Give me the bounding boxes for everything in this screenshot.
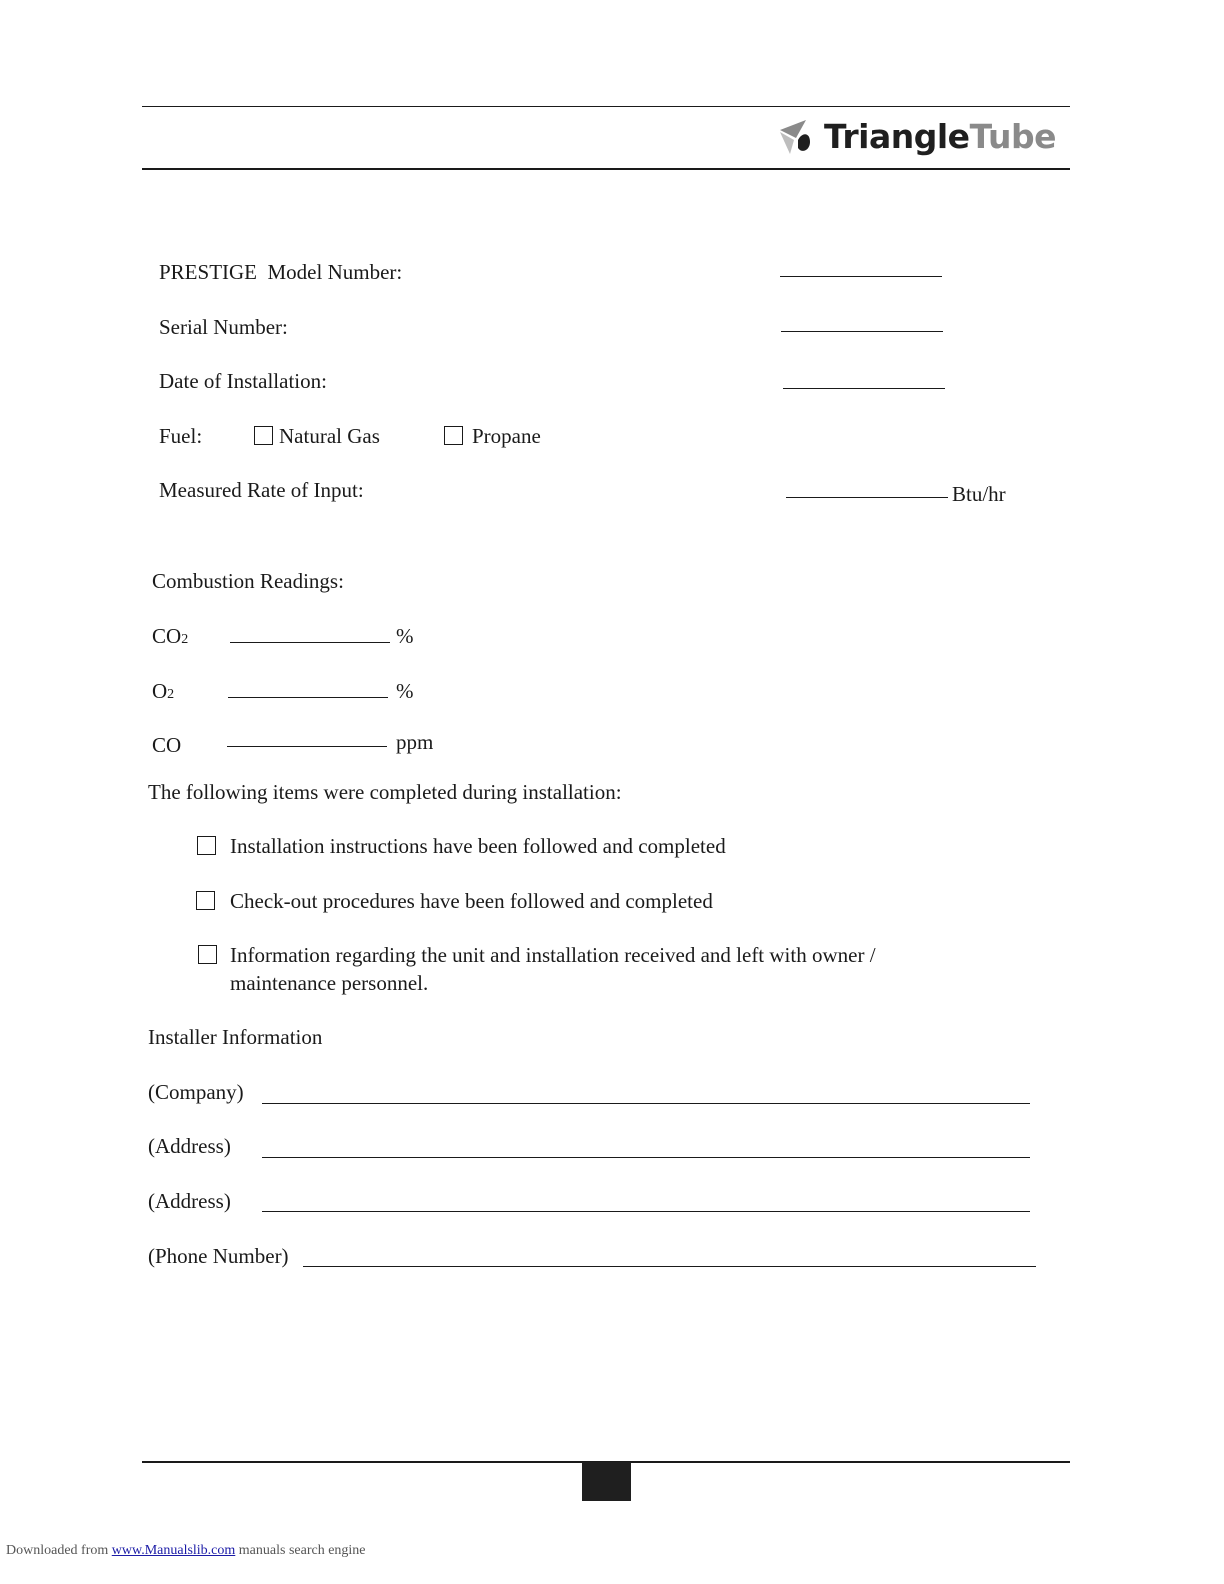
phone-number-label: (Phone Number) bbox=[148, 1244, 289, 1268]
propane-label: Propane bbox=[472, 424, 541, 448]
header-bottom-rule bbox=[142, 168, 1070, 170]
page-number-block bbox=[582, 1462, 631, 1501]
checklist-checkbox-2[interactable] bbox=[196, 891, 215, 910]
measured-rate-unit: Btu/hr bbox=[952, 482, 1006, 506]
o2-subscript: 2 bbox=[167, 687, 175, 702]
checklist-item-3: Information regarding the unit and installation received and left with owner / bbox=[230, 943, 876, 967]
checklist-checkbox-1[interactable] bbox=[197, 836, 216, 855]
co-label: CO bbox=[152, 733, 182, 757]
natural-gas-label: Natural Gas bbox=[279, 424, 380, 448]
combustion-heading: Combustion Readings: bbox=[152, 569, 344, 593]
company-blank[interactable] bbox=[262, 1103, 1030, 1104]
co2-blank[interactable] bbox=[230, 642, 390, 643]
co2-label-text: CO bbox=[152, 624, 182, 648]
address-label-1: (Address) bbox=[148, 1134, 231, 1158]
manualslib-link[interactable]: www.Manualslib.com bbox=[111, 1543, 236, 1558]
co-unit: ppm bbox=[396, 730, 434, 754]
measured-rate-label: Measured Rate of Input: bbox=[159, 478, 364, 502]
triangle-tube-mark-icon bbox=[776, 116, 814, 156]
o2-unit: % bbox=[396, 679, 414, 703]
date-of-installation-blank[interactable] bbox=[783, 388, 945, 389]
o2-label bbox=[152, 681, 174, 702]
model-number-label: PRESTIGE Model Number: bbox=[159, 260, 403, 284]
brand-wordmark bbox=[824, 117, 1056, 156]
checklist-checkbox-3[interactable] bbox=[198, 945, 217, 964]
co2-subscript: 2 bbox=[181, 632, 189, 647]
co-blank[interactable] bbox=[227, 746, 387, 747]
co2-label bbox=[152, 626, 188, 647]
address-label-2: (Address) bbox=[148, 1189, 231, 1213]
natural-gas-checkbox[interactable] bbox=[254, 426, 273, 445]
o2-blank[interactable] bbox=[228, 697, 388, 698]
propane-checkbox[interactable] bbox=[444, 426, 463, 445]
measured-rate-blank[interactable] bbox=[786, 497, 948, 498]
serial-number-label: Serial Number: bbox=[159, 315, 288, 339]
footer-prefix: Downloaded from bbox=[6, 1543, 109, 1558]
checklist-intro: The following items were completed during installation: bbox=[148, 780, 622, 804]
checklist-item-2: Check-out procedures have been followed and completed bbox=[230, 889, 713, 913]
company-label: (Company) bbox=[148, 1080, 244, 1104]
phone-number-blank[interactable] bbox=[303, 1266, 1036, 1267]
installer-heading: Installer Information bbox=[148, 1025, 323, 1049]
address-blank-2[interactable] bbox=[262, 1211, 1030, 1212]
brand-part2: Tube bbox=[969, 116, 1056, 156]
brand-part1: Triangle bbox=[824, 116, 970, 156]
header-top-rule bbox=[142, 106, 1070, 107]
checklist-item-1: Installation instructions have been followed and completed bbox=[230, 834, 726, 858]
date-of-installation-label: Date of Installation: bbox=[159, 369, 327, 393]
fuel-label: Fuel: bbox=[159, 424, 203, 448]
co2-unit: % bbox=[396, 624, 414, 648]
download-footer bbox=[6, 1543, 366, 1559]
serial-number-blank[interactable] bbox=[781, 331, 943, 332]
model-number-blank[interactable] bbox=[780, 276, 942, 277]
checklist-item-3-continued: maintenance personnel. bbox=[230, 971, 429, 995]
footer-suffix: manuals search engine bbox=[238, 1543, 366, 1558]
brand-logo bbox=[776, 116, 1056, 156]
o2-label-text: O bbox=[152, 679, 168, 703]
address-blank-1[interactable] bbox=[262, 1157, 1030, 1158]
